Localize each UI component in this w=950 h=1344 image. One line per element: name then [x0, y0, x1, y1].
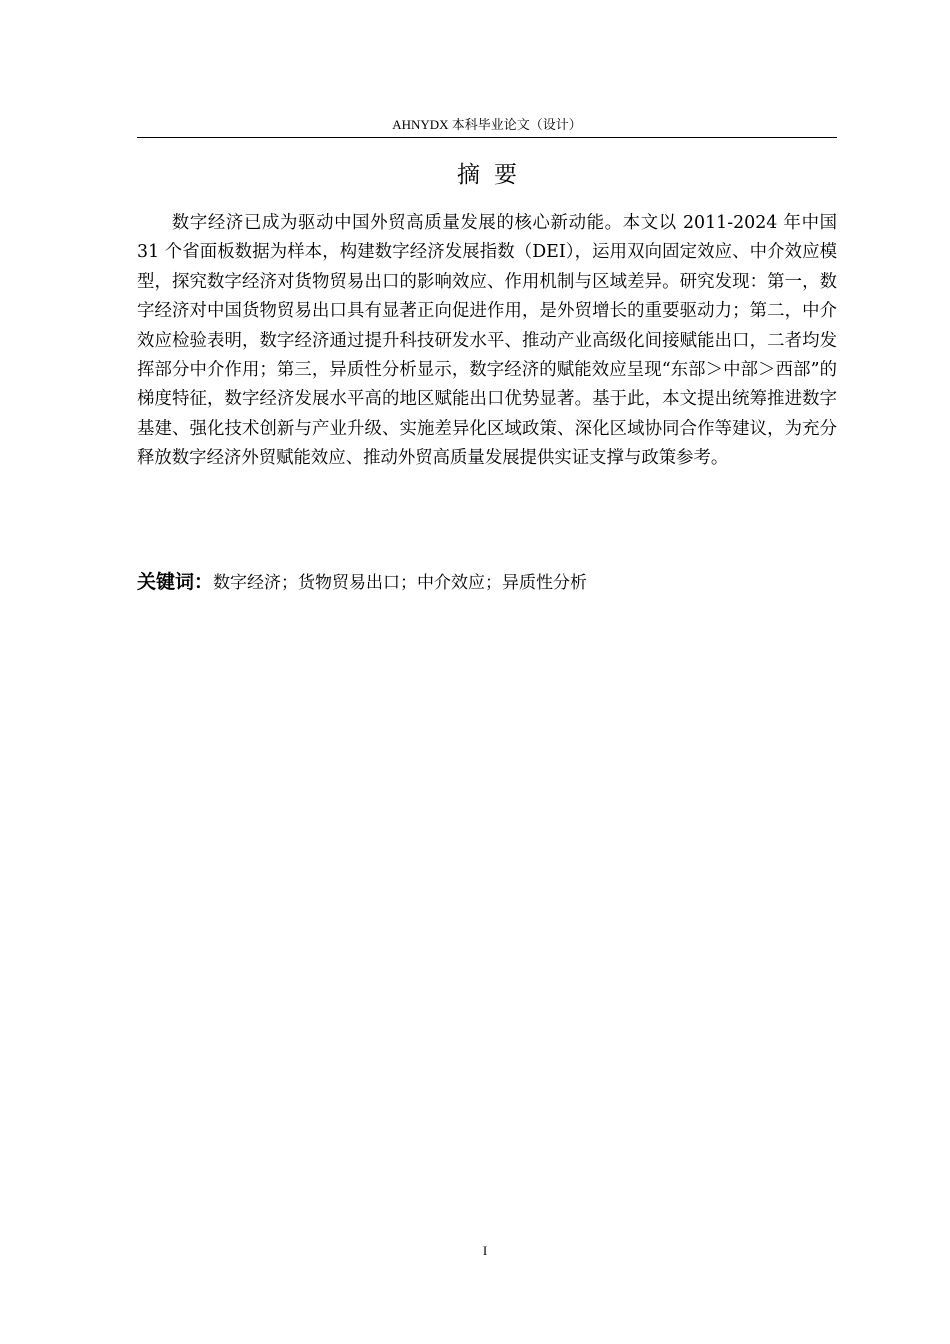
keywords-text: 数字经济；货物贸易出口；中介效应；异质性分析	[213, 573, 588, 593]
running-header: AHNYDX 本科毕业论文（设计）	[392, 117, 582, 132]
page-number: I	[482, 1243, 488, 1258]
abstract-body: 数字经济已成为驱动中国外贸高质量发展的核心新动能。本文以 2011-2024 年中国 31 个省面板数据为样本，构建数字经济发展指数（DEI），运用双向固定效应、中介效应模型，探究数字经济对货物贸易出口的影响效应、作用机制与区域差异。研究发现：第一，数字经济对中国货物贸易出口具有显著正向促进作用，是外贸增长的重要驱动力；第二，中介效应检验表明，数字经济通过提升科技研发水平、推动产业高级化间接赋能出口，二者均发挥部分中介作用；第三，异质性分析显示，数字经济的赋能效应呈现“东部＞中部＞西部”的梯度特征，数字经济发展水平高的地区赋能出口优势显著。基于此，本文提出统筹推进数字基建、强化技术创新与产业升级、实施差异化区域政策、深化区域协同合作等建议，为充分释放数字经济外贸赋能效应、推动外贸高质量发展提供实证支撑与政策参考。	[137, 213, 837, 469]
keywords-line	[137, 567, 837, 598]
keywords-label: 关键词：	[137, 571, 214, 593]
header-divider	[137, 137, 837, 138]
abstract-title: 摘要	[457, 162, 531, 188]
